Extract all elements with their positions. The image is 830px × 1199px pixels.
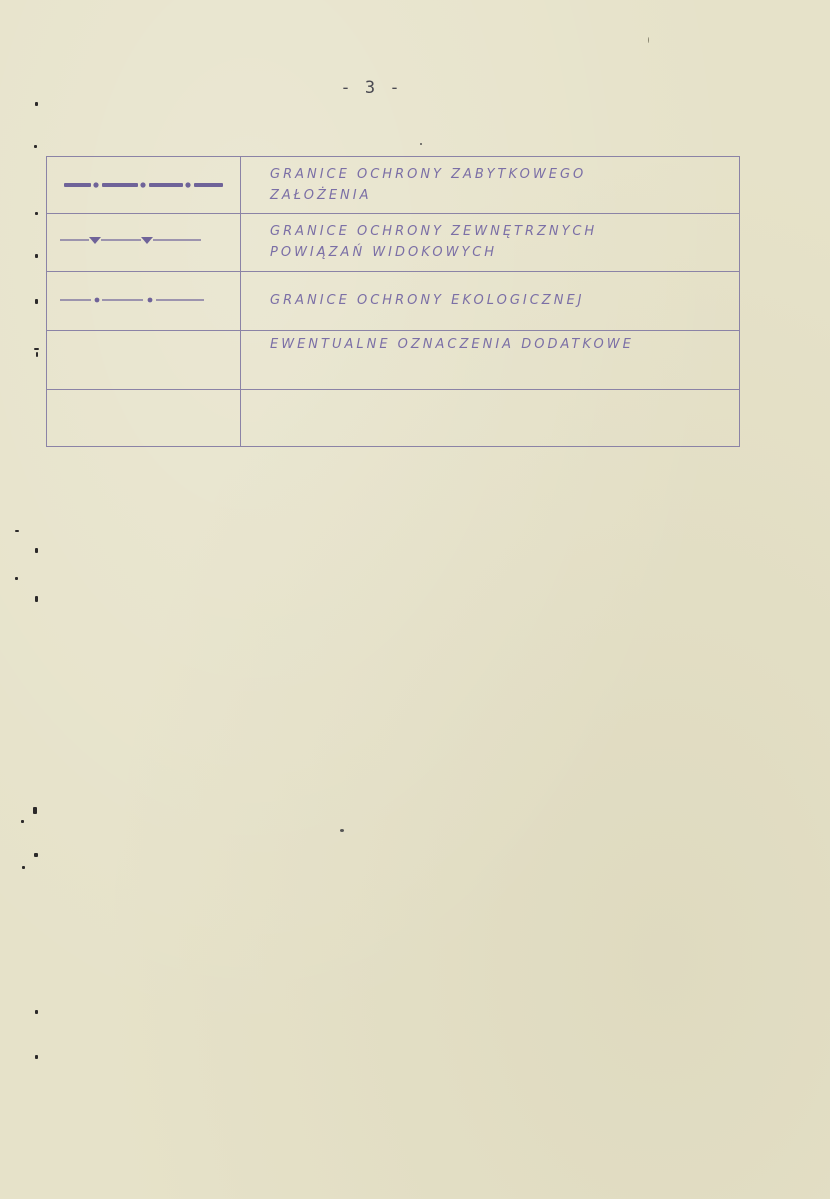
margin-mark — [34, 145, 37, 148]
margin-mark — [15, 577, 18, 580]
legend-description-cell — [241, 272, 740, 331]
margin-mark — [33, 807, 37, 814]
legend-description-cell — [241, 390, 740, 447]
legend-description-cell — [241, 214, 740, 272]
margin-mark — [36, 352, 38, 357]
paper-speck — [420, 143, 422, 145]
legend-row — [47, 331, 740, 390]
margin-mark — [34, 853, 38, 857]
page-number: - 3 - — [340, 78, 402, 98]
legend-table — [46, 156, 740, 447]
legend-description: EWENTUALNE OZNACZENIA DODATKOWE — [270, 337, 634, 352]
paper-speck — [648, 37, 649, 43]
margin-mark — [35, 1055, 38, 1059]
legend-description: GRANICE OCHRONY ZEWNĘTRZNYCH POWIĄZAŃ WIDOKOWYCH — [270, 224, 598, 260]
margin-mark — [21, 820, 24, 823]
legend-description: GRANICE OCHRONY EKOLOGICZNEJ — [270, 293, 585, 308]
line-with-triangles-icon — [47, 214, 241, 271]
margin-mark — [35, 254, 38, 258]
legend-symbol-cell — [47, 272, 241, 331]
legend-symbol-cell — [47, 390, 241, 447]
legend-description: GRANICE OCHRONY ZABYTKOWEGO ZAŁOŻENIA — [270, 167, 587, 203]
margin-mark — [35, 212, 38, 215]
legend-symbol-cell — [47, 331, 241, 390]
legend-row — [47, 214, 740, 272]
margin-mark — [35, 299, 38, 304]
legend-row — [47, 390, 740, 447]
legend-symbol-cell — [47, 214, 241, 272]
dash-dot-bold-line-icon — [47, 157, 241, 213]
margin-mark — [35, 1010, 38, 1014]
line-with-dots-icon — [47, 272, 241, 330]
legend-symbol-cell — [47, 157, 241, 214]
legend-row — [47, 272, 740, 331]
margin-mark — [22, 866, 25, 869]
margin-mark — [35, 596, 38, 602]
legend-description-cell — [241, 157, 740, 214]
legend-description-cell — [241, 331, 740, 390]
paper-speck — [340, 829, 344, 832]
legend-row — [47, 157, 740, 214]
margin-mark — [35, 102, 38, 106]
margin-mark — [35, 548, 38, 553]
margin-mark — [34, 348, 39, 350]
margin-mark — [15, 530, 19, 532]
